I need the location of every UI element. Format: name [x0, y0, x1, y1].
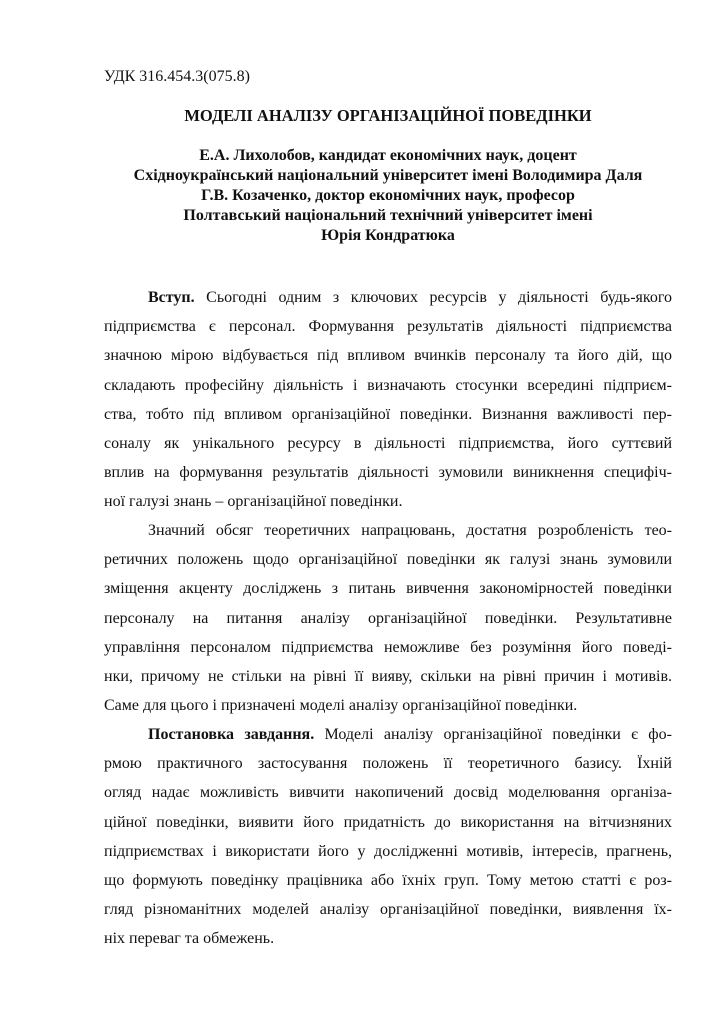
- section-lead: Постановка завдання.: [148, 726, 315, 743]
- affiliation-2: Полтавський національний технічний університет імені: [183, 207, 593, 224]
- line-text: Сьогодні одним з ключових ресурсів у діяльності будь-якого: [194, 289, 672, 306]
- author-1: Е.А. Лихолобов, кандидат економічних наук, доцент: [199, 147, 577, 164]
- paragraph-line: підприємствах і використати його у дослідженні мотивів, інтересів, прагнень,: [104, 842, 672, 860]
- affiliation-1: Східноукраїнський національний університет імені Володимира Даля: [133, 167, 643, 184]
- paragraph-line: нки, причому не стільки на рівні її вияву, скільки на рівні причин і мотивів.: [104, 668, 672, 686]
- paragraph-line: зміщення акценту досліджень з питань вивчення закономірностей поведінки: [104, 580, 672, 598]
- paragraph-line: вплив на формування результатів діяльності зумовили виникнення специфіч-: [104, 464, 672, 482]
- paragraph-line: ної галузі знань – організаційної поведінки.: [104, 493, 403, 511]
- paragraph-line: ства, тобто під впливом організаційної поведінки. Визнання важливості пер-: [104, 405, 672, 423]
- paragraph-introduction: [104, 283, 672, 517]
- paragraph-line: персоналу на питання аналізу організаційної поведінки. Результативне: [104, 609, 672, 627]
- paragraph-line: соналу як унікального ресурсу в діяльності підприємства, його суттєвий: [104, 435, 672, 453]
- paragraph-line: ційної поведінки, виявити його придатність до використання на вітчизняних: [104, 813, 672, 831]
- article-title: МОДЕЛІ АНАЛІЗУ ОРГАНІЗАЦІЙНОЇ ПОВЕДІНКИ: [184, 106, 592, 125]
- author-2: Г.В. Козаченко, доктор економічних наук, професор: [201, 187, 575, 204]
- paragraph-problem-statement: [104, 720, 672, 954]
- paragraph-context: [104, 516, 672, 720]
- affiliation-2-cont: Юрія Кондратюка: [321, 227, 455, 244]
- authors-block: [104, 146, 672, 246]
- paragraph-line: ніх переваг та обмежень.: [104, 930, 275, 948]
- paragraph-line: [104, 283, 672, 312]
- udc-code: УДК 316.454.3(075.8): [104, 68, 250, 85]
- paragraph-line: [104, 720, 672, 749]
- paragraph-line: складають професійну діяльність і визначають стосунки всередині підприєм-: [104, 376, 672, 394]
- paragraph-line: Значний обсяг теоретичних напрацювань, достатня розробленість тео-: [148, 522, 672, 539]
- paragraph-line: підприємства є персонал. Формування результатів діяльності підприємства: [104, 318, 672, 336]
- paragraph-line: Саме для цього і призначені моделі аналізу організаційної поведінки.: [104, 697, 578, 715]
- paragraph-line: гляд різноманітних моделей аналізу організаційної поведінки, виявлення їх-: [104, 901, 672, 919]
- paragraph-line: що формують поведінку працівника або їхніх груп. Тому метою статті є роз-: [104, 872, 672, 890]
- section-lead: Вступ.: [148, 289, 195, 306]
- paragraph-line: огляд надає можливість вивчити накопичений досвід моделювання організа-: [104, 784, 672, 802]
- paragraph-line: управління персоналом підприємства неможливе без розуміння його поведі-: [104, 638, 672, 656]
- line-text: Моделі аналізу організаційної поведінки є фо-: [314, 726, 672, 743]
- paragraph-line: рмою практичного застосування положень її теоретичного базису. Їхній: [104, 755, 672, 773]
- paragraph-line: значною мірою відбувається під впливом вчинків персоналу та його дій, що: [104, 347, 672, 365]
- paragraph-line: ретичних положень щодо організаційної поведінки як галузі знань зумовили: [104, 551, 672, 569]
